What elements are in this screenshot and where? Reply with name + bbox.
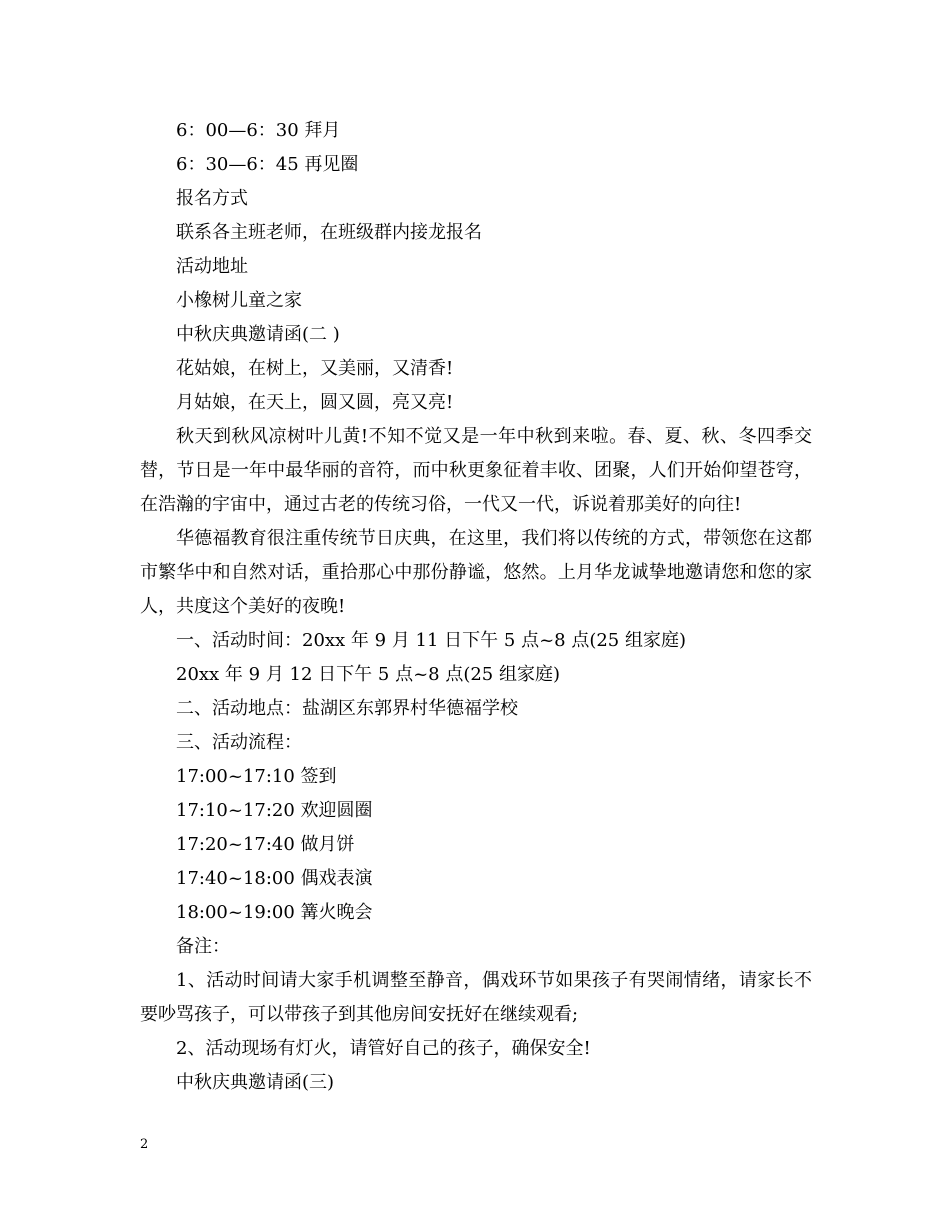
schedule-line: 17:00~17:10 签到 bbox=[176, 766, 337, 787]
paragraph: 秋天到秋风凉树叶儿黄!不知不觉又是一年中秋到来啦。春、夏、秋、冬四季交替，节日是一年中最华丽的音符，而中秋更象征着丰收、团聚，人们开始仰望苍穹，在浩瀚的宇宙中，通过古老的传统习俗，一代又一代，诉说着那美好的向往! bbox=[140, 426, 812, 515]
section-heading: 报名方式 bbox=[176, 188, 248, 209]
section-title: 中秋庆典邀请函(三) bbox=[176, 1072, 335, 1093]
event-time-line: 20xx 年 9 月 12 日下午 5 点~8 点(25 组家庭) bbox=[176, 664, 560, 685]
schedule-line: 17:20~17:40 做月饼 bbox=[176, 834, 355, 855]
verse-line: 花姑娘，在树上，又美丽，又清香! bbox=[176, 358, 454, 379]
event-time-line: 一、活动时间：20xx 年 9 月 11 日下午 5 点~8 点(25 组家庭) bbox=[176, 630, 686, 651]
section-heading: 备注： bbox=[176, 936, 230, 957]
schedule-line: 17:40~18:00 偶戏表演 bbox=[176, 868, 373, 889]
schedule-line: 18:00~19:00 篝火晚会 bbox=[176, 902, 373, 923]
note-line: 2、活动现场有灯火，请管好自己的孩子，确保安全! bbox=[176, 1038, 591, 1059]
schedule-line: 6：30—6：45 再见圈 bbox=[176, 154, 359, 175]
section-heading: 活动地址 bbox=[176, 256, 248, 277]
paragraph: 华德福教育很注重传统节日庆典，在这里，我们将以传统的方式，带领您在这都市繁华中和自然对话，重拾那心中那份静谧，悠然。上月华龙诚挚地邀请您和您的家人，共度这个美好的夜晚! bbox=[140, 528, 812, 617]
verse-line: 月姑娘，在天上，圆又圆，亮又亮! bbox=[176, 392, 454, 413]
note-paragraph: 1、活动时间请大家手机调整至静音，偶戏环节如果孩子有哭闹情绪，请家长不要吵骂孩子，可以带孩子到其他房间安抚好在继续观看; bbox=[140, 970, 812, 1025]
section-title: 中秋庆典邀请函(二 ) bbox=[176, 324, 340, 345]
event-location-line: 二、活动地点：盐湖区东郭界村华德福学校 bbox=[176, 698, 518, 719]
section-heading: 三、活动流程： bbox=[176, 732, 302, 753]
schedule-line: 6：00—6：30 拜月 bbox=[176, 120, 341, 141]
schedule-line: 17:10~17:20 欢迎圆圈 bbox=[176, 800, 373, 821]
text-line: 联系各主班老师，在班级群内接龙报名 bbox=[176, 222, 482, 243]
page-number: 2 bbox=[140, 1137, 149, 1152]
document-body bbox=[140, 114, 812, 1100]
text-line: 小橡树儿童之家 bbox=[176, 290, 302, 311]
